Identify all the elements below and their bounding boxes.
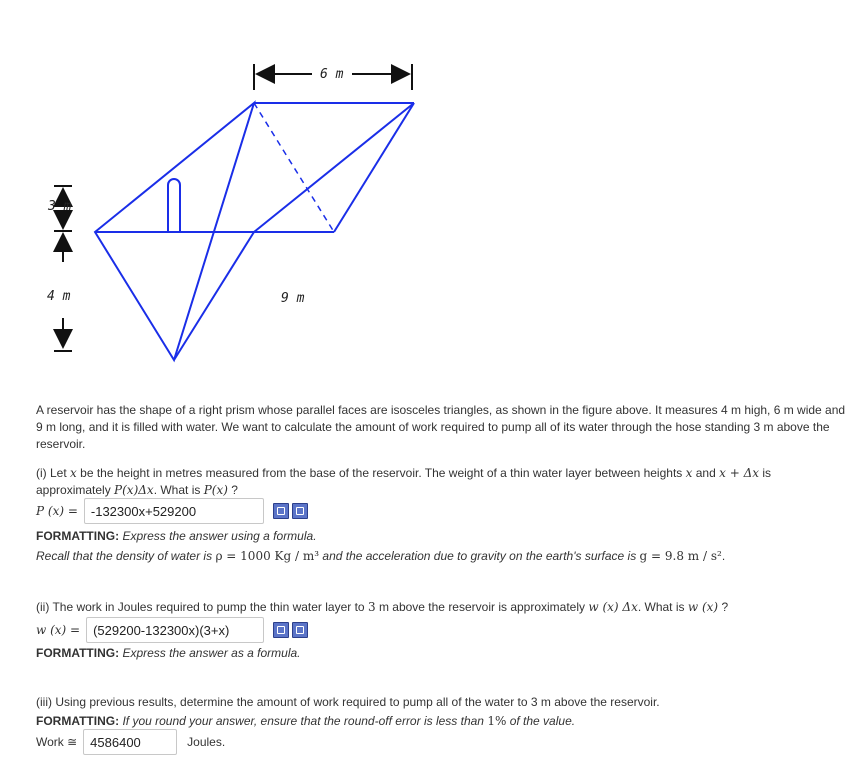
preview-icon[interactable] [292,622,308,638]
height-upper-label: 3 m [48,199,72,214]
part1-answer-input[interactable]: -132300x+529200 [84,498,264,524]
part3-answer-row [36,729,225,755]
part2-answer-row [36,617,308,643]
prism-diagram [0,0,868,380]
part1-lhs: P (x) = [36,504,78,518]
width-label: 6 m [320,67,344,82]
hose [168,179,180,232]
part1-recall: Recall that the density of water is ρ = 1000 Kg / m³ and the acceleration due to gravity on the earth's surface is g = 9.8 m / s². [36,549,726,563]
height-lower-label: 4 m [47,289,71,304]
part2-lhs: w (x) = [36,623,81,637]
prism-back-right-edge [334,103,414,232]
part3-formatting: FORMATTING: If you round your answer, ensure that the round-off error is less than 1% of the value. [36,714,576,728]
preview-icon[interactable] [292,503,308,519]
part1-answer-row [36,498,308,524]
part2-icons [270,622,308,638]
formula-editor-icon[interactable] [273,622,289,638]
part2-answer-input[interactable]: (529200-132300x)(3+x) [86,617,264,643]
work-label: Work ≅ [36,735,78,749]
part2-question: (ii) The work in Joules required to pump the thin water layer to 3 m above the reservoir is approximately w (x) Δx. What is w (x) ? [36,600,729,614]
part1-icons [270,503,308,519]
part1-formatting: FORMATTING: Express the answer using a formula. [36,529,317,543]
part3-answer-input[interactable]: 4586400 [83,729,177,755]
length-label: 9 m [281,291,305,306]
prism-hidden-edge [254,103,334,232]
reservoir-figure [0,0,868,380]
work-unit: Joules. [187,735,226,749]
part1-question: (i) Let x be the height in metres measured from the base of the reservoir. The weight of a thin water layer between heights x and x + Δx is approximately P(x)Δx. What is P(x) ? [36,466,772,497]
problem-intro: A reservoir has the shape of a right prism whose parallel faces are isosceles triangles, as shown in the figure above. It measures 4 m high, 6 m wide and 9 m long, and it is filled with water. We want to calculate the amount of work required to pump all of its water through the hose standing 3 m above the reservoir. [36,403,846,451]
formula-editor-icon[interactable] [273,503,289,519]
part3-question: (iii) Using previous results, determine the amount of work required to pump all of the water to 3 m above the reservoir. [36,695,660,709]
prism-bottom-edge [174,232,254,360]
part2-formatting: FORMATTING: Express the answer as a formula. [36,646,301,660]
prism-edges [95,103,414,360]
prism-back-top-edge [254,103,414,232]
